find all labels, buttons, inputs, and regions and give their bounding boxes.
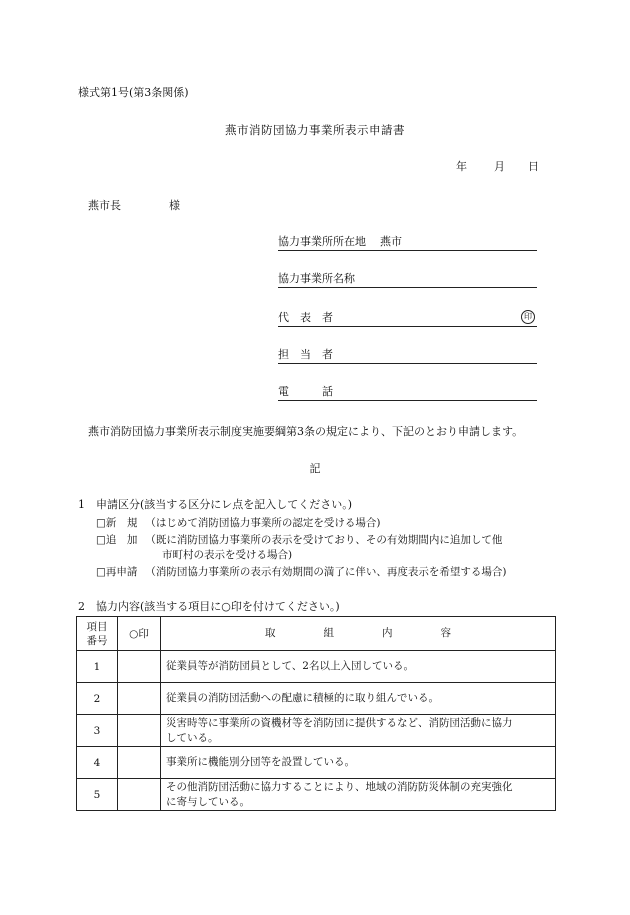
table-row: [77, 747, 556, 779]
option-reapply-label: 再申請: [105, 566, 138, 578]
form-number: 様式第1号(第3条関係): [78, 86, 189, 99]
addressee: [88, 199, 180, 213]
option-reapply[interactable]: [96, 565, 507, 579]
header-content: [161, 617, 556, 651]
option-new[interactable]: [96, 516, 381, 530]
row-content: [161, 747, 556, 779]
row-content-line1: 従業員等が消防団員として、2名以上入団している。: [166, 660, 414, 672]
row-content: [161, 683, 556, 715]
person-in-charge-label: 担 当 者: [278, 348, 333, 361]
business-name-label: 協力事業所名称: [278, 272, 355, 285]
phone-label: 電 話: [278, 385, 333, 398]
ki-heading: 記: [309, 462, 321, 475]
addressee-name: 燕市長: [88, 199, 121, 212]
header-mark: ○印: [118, 617, 161, 651]
option-new-desc: （はじめて消防団協力事業所の認定を受ける場合): [145, 517, 381, 529]
seal-mark: 印: [521, 310, 535, 324]
header-content-char2: 組: [323, 627, 334, 639]
row-mark-cell[interactable]: [118, 779, 161, 811]
table-header-row: [77, 617, 556, 651]
person-in-charge-field[interactable]: [278, 348, 537, 364]
header-item-number: [77, 617, 118, 651]
option-add-desc: （既に消防団協力事業所の表示を受けており、その有効期間内に追加して他: [145, 534, 503, 546]
date-year-label: 年: [456, 160, 467, 173]
representative-label: 代 表 者: [278, 311, 333, 324]
location-label: 協力事業所所在地: [278, 235, 366, 248]
table-row: [77, 779, 556, 811]
row-content-line1: 事業所に機能別分団等を設置している。: [166, 756, 355, 768]
row-mark-cell[interactable]: [118, 651, 161, 683]
cooperation-table: [76, 616, 556, 811]
row-number: 5: [77, 779, 118, 811]
application-statement: 燕市消防団協力事業所表示制度実施要綱第3条の規定により、下記のとおり申請します。: [88, 425, 524, 438]
date-month-label: 月: [494, 160, 505, 173]
header-item-number-line1: 項目: [86, 620, 108, 633]
option-add[interactable]: [96, 533, 502, 547]
row-content: [161, 715, 556, 747]
row-content-line1: その他消防団活動に協力することにより、地域の消防防災体制の充実強化: [166, 780, 513, 793]
phone-field[interactable]: [278, 385, 537, 401]
option-reapply-desc: （消防団協力事業所の表示有効期間の満了に伴い、再度表示を希望する場合): [145, 566, 507, 578]
row-mark-cell[interactable]: [118, 683, 161, 715]
checkbox-reapply[interactable]: □: [96, 566, 106, 578]
row-content-line1: 従業員の消防団活動への配慮に積極的に取り組んでいる。: [166, 692, 439, 704]
header-content-char3: 内: [382, 627, 393, 639]
representative-field[interactable]: [278, 311, 537, 327]
location-value: 燕市: [380, 235, 402, 248]
header-item-number-line2: 番号: [86, 634, 108, 647]
business-name-field[interactable]: [278, 272, 537, 288]
row-mark-cell[interactable]: [118, 715, 161, 747]
date-day-label: 日: [528, 160, 539, 173]
option-add-label: 追 加: [105, 534, 138, 546]
header-content-char4: 容: [440, 627, 451, 639]
row-number: 3: [77, 715, 118, 747]
addressee-honorific: 様: [169, 199, 180, 212]
table-row: [77, 683, 556, 715]
row-content: [161, 779, 556, 811]
row-content-line2: に寄与している。: [166, 795, 250, 808]
option-add-desc-cont: 市町村の表示を受ける場合): [162, 549, 293, 561]
table-row: [77, 715, 556, 747]
row-content-line1: 災害時等に事業所の資機材等を消防団に提供するなど、消防団活動に協力: [166, 716, 513, 729]
row-number: 4: [77, 747, 118, 779]
checkbox-add[interactable]: □: [96, 534, 106, 546]
section1-heading: 1 申請区分(該当する区分にレ点を記入してください。): [78, 498, 353, 511]
row-content-line2: している。: [166, 731, 219, 744]
page-title: 燕市消防団協力事業所表示申請書: [225, 123, 405, 137]
row-number: 2: [77, 683, 118, 715]
row-content: [161, 651, 556, 683]
header-content-char1: 取: [265, 627, 276, 639]
row-mark-cell[interactable]: [118, 747, 161, 779]
checkbox-new[interactable]: □: [96, 517, 106, 529]
section2-heading: 2 協力内容(該当する項目に○印を付けてください。): [78, 600, 340, 613]
location-field[interactable]: [278, 235, 537, 251]
row-number: 1: [77, 651, 118, 683]
table-row: [77, 651, 556, 683]
option-new-label: 新 規: [105, 517, 138, 529]
